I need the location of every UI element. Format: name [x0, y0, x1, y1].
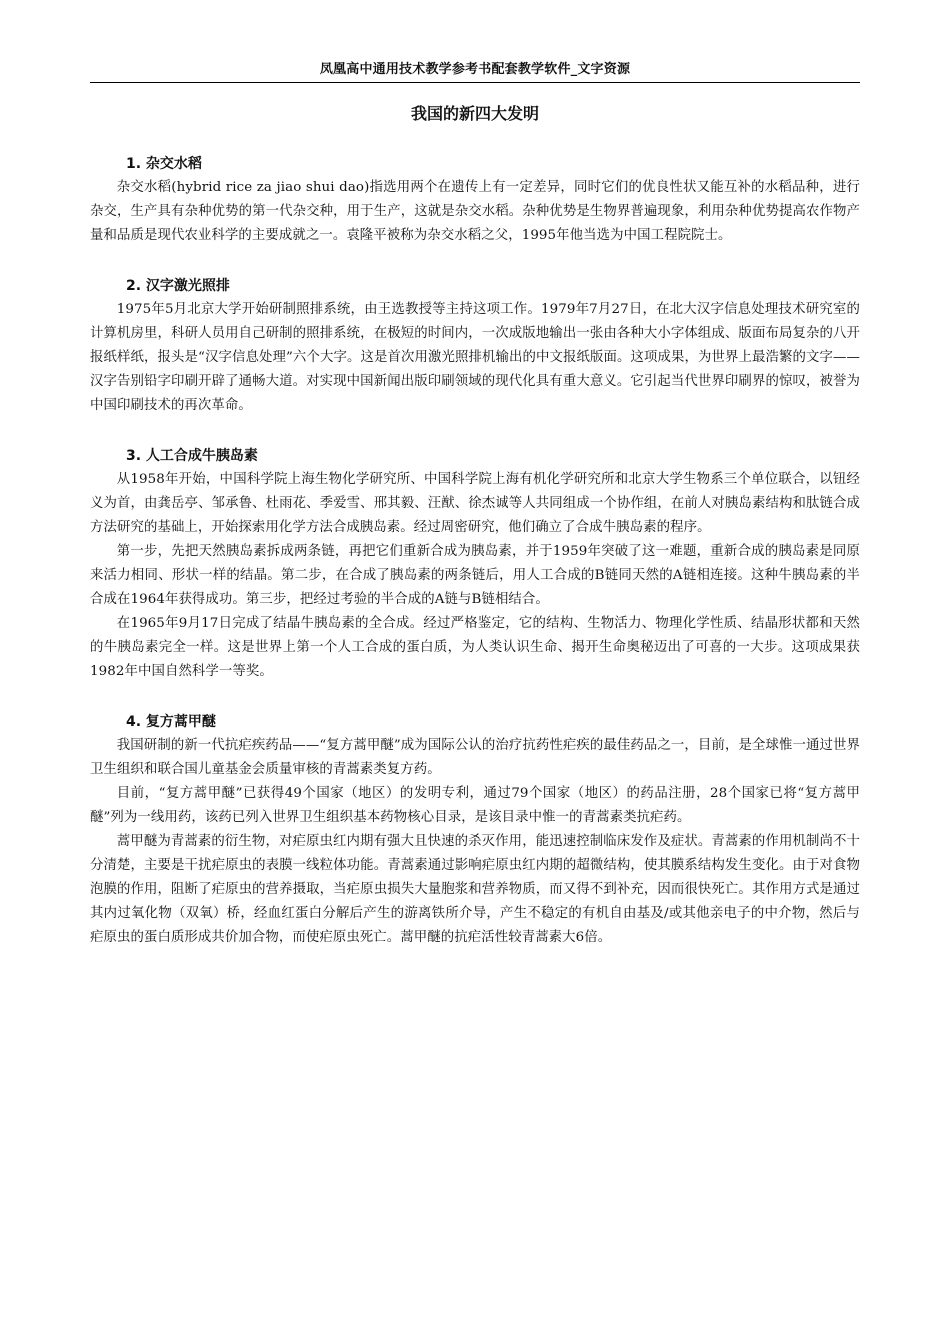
section-heading: 2. 汉字激光照排	[126, 278, 230, 294]
section-synthetic-insulin	[90, 444, 860, 684]
section-hybrid-rice	[90, 152, 860, 248]
paragraph: 杂交水稻(hybrid rice za jiao shui dao)指选用两个在遗传上有一定差异，同时它们的优良性状又能互补的水稻品种，进行杂交，生产具有杂种优势的第一代杂交种，用于生产，这就是杂交水稻。杂种优势是生物界普遍现象，利用杂种优势提高农作物产量和品质是现代农业科学的主要成就之一。袁隆平被称为杂交水稻之父，1995年他当选为中国工程院院士。	[90, 180, 860, 243]
section-heading: 4. 复方蒿甲醚	[126, 714, 216, 730]
paragraph: 我国研制的新一代抗疟疾药品——“复方蒿甲醚”成为国际公认的治疗抗药性疟疾的最佳药品之一，目前，是全球惟一通过世界卫生组织和联合国儿童基金会质量审核的青蒿素类复方药。	[90, 738, 860, 777]
paragraph: 蒿甲醚为青蒿素的衍生物，对疟原虫红内期有强大且快速的杀灭作用，能迅速控制临床发作及症状。青蒿素的作用机制尚不十分清楚，主要是干扰疟原虫的表膜一线粒体功能。青蒿素通过影响疟原虫红内期的超微结构，使其膜系结构发生变化。由于对食物泡膜的作用，阻断了疟原虫的营养摄取，当疟原虫损失大量胞浆和营养物质，而又得不到补充，因而很快死亡。其作用方式是通过其内过氧化物（双氧）桥，经血红蛋白分解后产生的游离铁所介导，产生不稳定的有机自由基及/或其他亲电子的中介物，然后与疟原虫的蛋白质形成共价加合物，而使疟原虫死亡。蒿甲醚的抗疟活性较青蒿素大6倍。	[90, 834, 860, 945]
section-laser-typesetting	[90, 274, 860, 418]
section-artemether	[90, 710, 860, 950]
paragraph: 1975年5月北京大学开始研制照排系统，由王选教授等主持这项工作。1979年7月27日，在北大汉字信息处理技术研究室的计算机房里，科研人员用自己研制的照排系统，在极短的时间内，一次成版地输出一张由各种大小字体组成、版面布局复杂的八开报纸样纸，报头是“汉字信息处理”六个大字。这是首次用激光照排机输出的中文报纸版面。这项成果，为世界上最浩繁的文字——汉字告别铅字印刷开辟了通畅大道。对实现中国新闻出版印刷领域的现代化具有重大意义。它引起当代世界印刷界的惊叹，被誉为中国印刷技术的再次革命。	[90, 302, 860, 413]
document-page	[90, 60, 860, 976]
paragraph: 在1965年9月17日完成了结晶牛胰岛素的全合成。经过严格鉴定，它的结构、生物活力、物理化学性质、结晶形状都和天然的牛胰岛素完全一样。这是世界上第一个人工合成的蛋白质，为人类认识生命、揭开生命奥秘迈出了可喜的一大步。这项成果获1982年中国自然科学一等奖。	[90, 616, 860, 679]
document-title: 我国的新四大发明	[410, 104, 539, 123]
running-header: 凤凰高中通用技术教学参考书配套教学软件_文字资源	[90, 60, 860, 83]
section-heading: 1. 杂交水稻	[126, 156, 202, 172]
section-heading: 3. 人工合成牛胰岛素	[126, 448, 258, 464]
paragraph: 目前，“复方蒿甲醚”已获得49个国家（地区）的发明专利，通过79个国家（地区）的药品注册，28个国家已将“复方蒿甲醚”列为一线用药，该药已列入世界卫生组织基本药物核心目录，是该目录中惟一的青蒿素类抗疟药。	[90, 786, 860, 825]
paragraph: 第一步，先把天然胰岛素拆成两条链，再把它们重新合成为胰岛素，并于1959年突破了这一难题，重新合成的胰岛素是同原来活力相同、形状一样的结晶。第二步，在合成了胰岛素的两条链后，用人工合成的B链同天然的A链相连接。这种牛胰岛素的半合成在1964年获得成功。第三步，把经过考验的半合成的A链与B链相结合。	[90, 544, 860, 607]
paragraph: 从1958年开始，中国科学院上海生物化学研究所、中国科学院上海有机化学研究所和北京大学生物系三个单位联合，以钮经义为首，由龚岳亭、邹承鲁、杜雨花、季爱雪、邢其毅、汪猷、徐杰诚等人共同组成一个协作组，在前人对胰岛素结构和肽链合成方法研究的基础上，开始探索用化学方法合成胰岛素。经过周密研究，他们确立了合成牛胰岛素的程序。	[90, 472, 860, 535]
